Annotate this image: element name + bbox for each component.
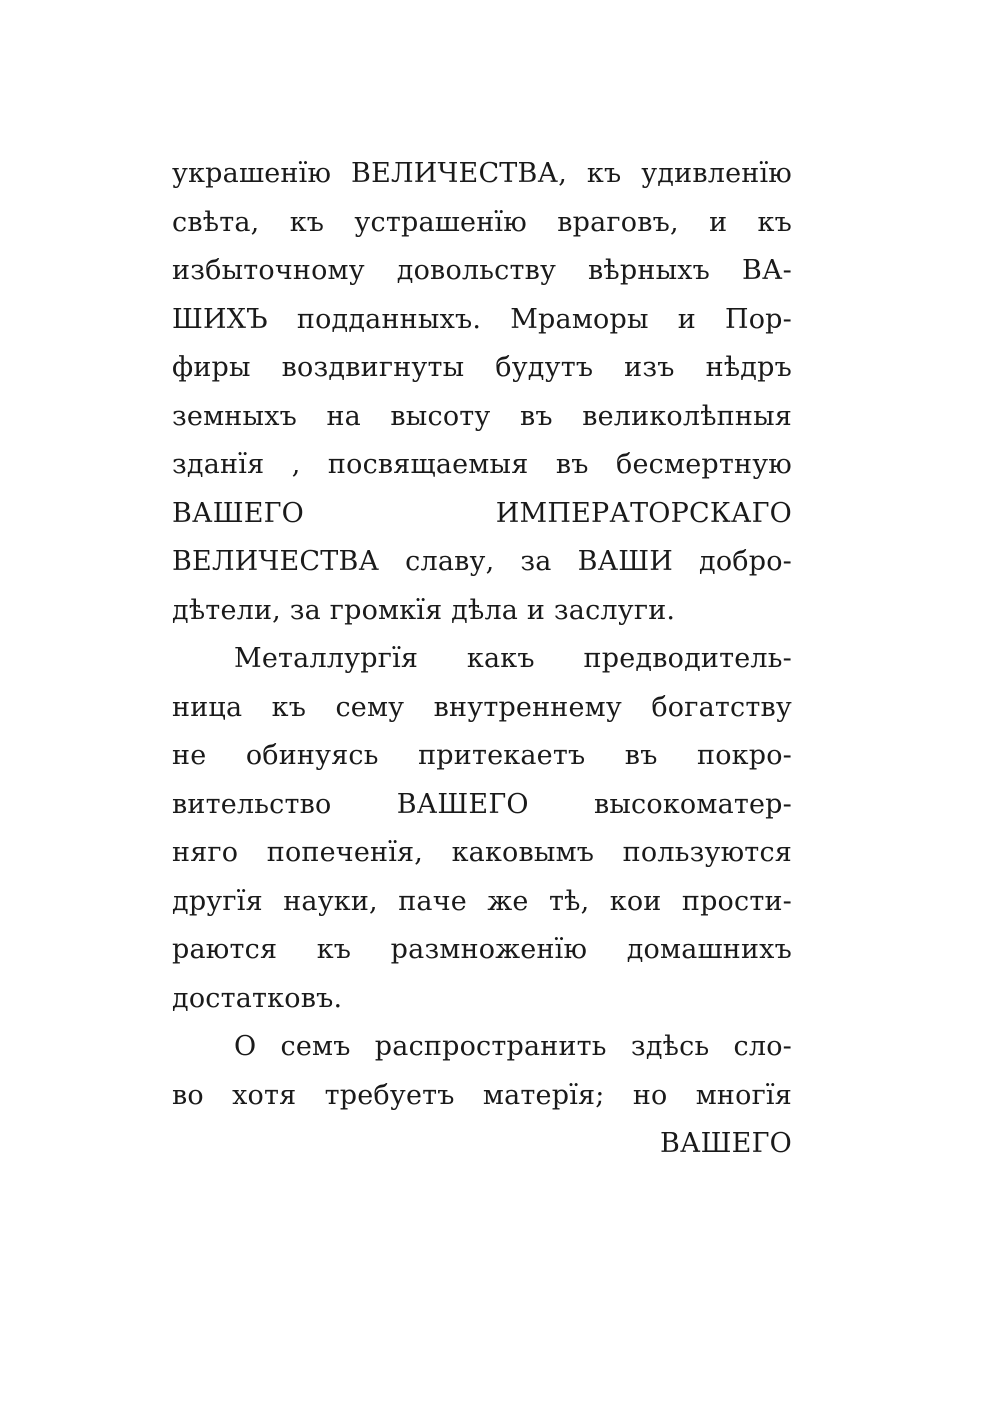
paragraph-start-line: О семъ распространить здѣсь сло- bbox=[234, 1031, 792, 1062]
paragraph-end-line: дѣтели, за громкїя дѣла и заслуги. bbox=[172, 594, 676, 626]
text-line: во хотя требуетъ матерїя; но многїя bbox=[172, 1079, 792, 1111]
text-line: земныхъ на высоту въ великолѣпныя bbox=[172, 400, 792, 432]
text-line: другїя науки, паче же тѣ, кои прости- bbox=[172, 885, 792, 917]
text-line: зданїя , посвящаемыя въ бесмертную bbox=[172, 449, 792, 480]
text-line: ница къ сему внутреннему богатству bbox=[172, 691, 792, 723]
text-line: избыточному довольству вѣрныхъ ВА- bbox=[172, 255, 792, 286]
text-line: ВЕЛИЧЕСТВА славу, за ВАШИ добро- bbox=[172, 546, 792, 577]
text-line: ВАШЕГО ИМПЕРАТОРСКАГО bbox=[172, 497, 792, 529]
text-line: вительство ВАШЕГО высокоматер- bbox=[172, 788, 792, 820]
catchword: ВАШЕГО bbox=[659, 1128, 792, 1159]
text-line: свѣта, къ устрашенїю враговъ, и къ bbox=[172, 206, 792, 238]
text-line: ШИХЪ подданныхъ. Мраморы и Пор- bbox=[172, 303, 792, 335]
text-line: няго попеченїя, каковымъ пользуются bbox=[172, 837, 792, 868]
text-line: украшенїю ВЕЛИЧЕСТВА, къ удивленїю bbox=[172, 158, 792, 189]
text-line: фиры воздвигнуты будутъ изъ нѣдръ bbox=[172, 352, 792, 383]
paragraph-start-line: Металлургїя какъ предводитель- bbox=[234, 643, 792, 674]
body-text bbox=[172, 150, 792, 1169]
paragraph-end-line: достатковъ. bbox=[172, 982, 343, 1014]
text-line: не обинуясь притекаетъ въ покро- bbox=[172, 740, 792, 771]
text-line: раются къ размноженїю домашнихъ bbox=[172, 934, 792, 965]
